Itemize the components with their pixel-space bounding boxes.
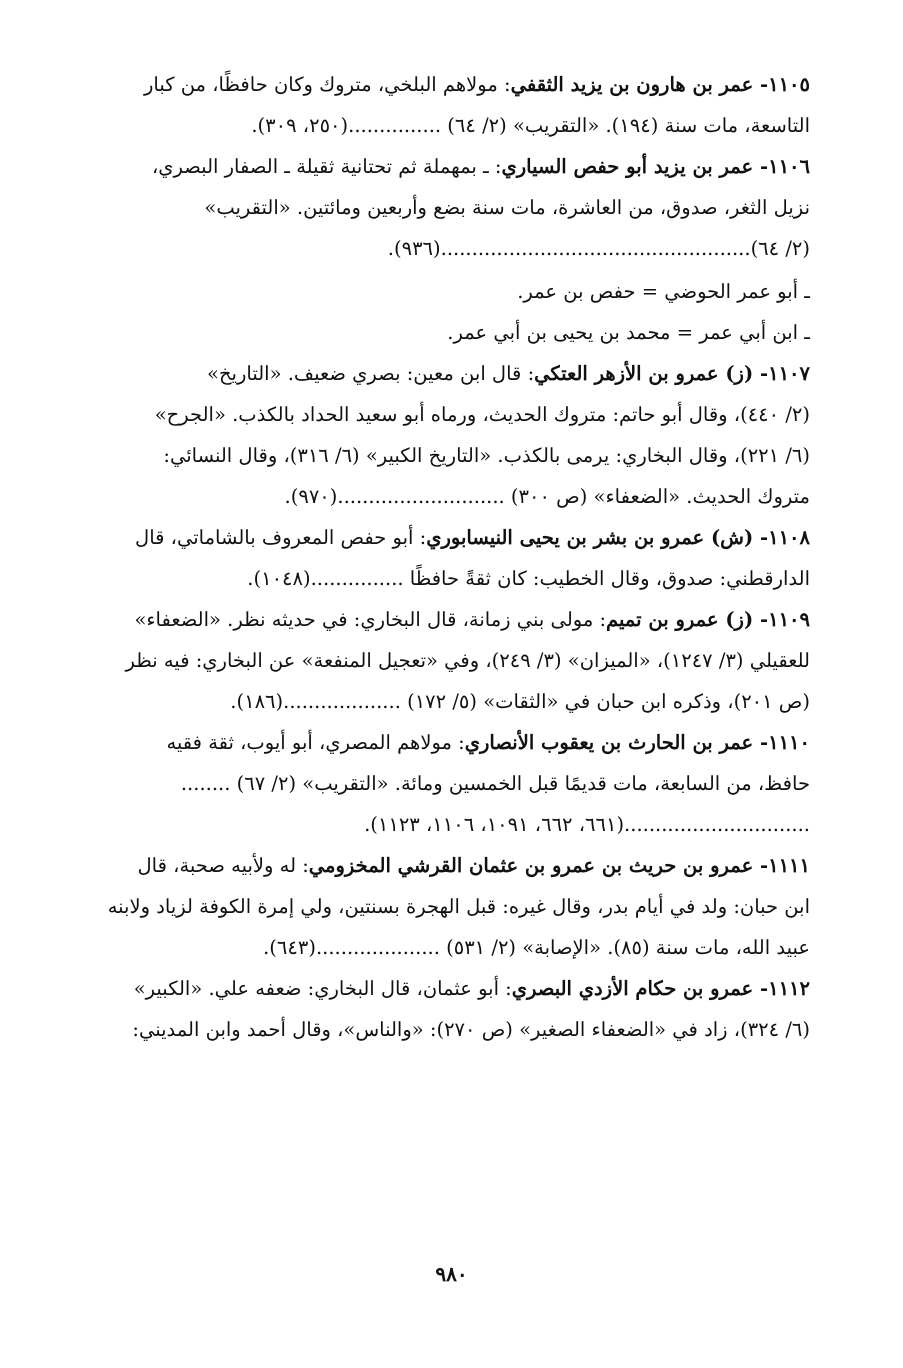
entry-line: نزيل الثغر، صدوق، من العاشرة، مات سنة بضع وأربعين ومائتين. «التقريب» (204, 196, 810, 219)
entry-name: عمر بن الحارث بن يعقوب الأنصاري (464, 731, 754, 754)
entry-1108 (70, 517, 810, 599)
entry-number: ١١٠٧- (753, 362, 810, 385)
entry-line: (٢/ ٤٤٠)، وقال أبو حاتم: متروك الحديث، ورماه أبو سعيد الحداد بالكذب. «الجرح» (154, 403, 810, 426)
entry-line (70, 968, 810, 1009)
entry-line (70, 146, 810, 187)
entry-line: ..............................(٦٦١، ٦٦٢، ١٠٩١، ١١٠٦، ١١٢٣). (364, 813, 810, 836)
entry-line (70, 722, 810, 763)
entry-line: ـ ابن أبي عمر = محمد بن يحيى بن أبي عمر. (447, 321, 810, 344)
entry-text: : أبو عثمان، قال البخاري: ضعفه علي. «الكبير» (133, 977, 512, 1000)
entry-name: عمرو بن حكام الأزدي البصري (511, 977, 754, 1000)
entry-name: عمر بن هارون بن يزيد الثقفي (510, 73, 754, 96)
entry-1106 (70, 146, 810, 269)
entry-1109 (70, 599, 810, 722)
entry-1105 (70, 64, 810, 146)
entry-line: (٦/ ٢٢١)، وقال البخاري: يرمى بالكذب. «التاريخ الكبير» (٦/ ٣١٦)، وقال النسائي: (163, 444, 810, 467)
entry-line: للعقيلي (٣/ ١٢٤٧)، «الميزان» (٣/ ٢٤٩)، وفي «تعجيل المنفعة» عن البخاري: فيه نظر (125, 649, 810, 672)
entry-text: : مولاهم المصري، أبو أيوب، ثقة فقيه (166, 731, 465, 754)
entry-number: ١١٠٥- (753, 73, 810, 96)
cross-reference (70, 312, 810, 353)
entry-number: ١١١٠- (753, 731, 810, 754)
page-body (70, 64, 810, 1050)
entry-line: حافظ، من السابعة، مات قديمًا قبل الخمسين ومائة. «التقريب» (٢/ ٦٧) ........ (180, 772, 810, 795)
entry-name: عمرو بن حريث بن عمرو بن عثمان القرشي المخزومي (308, 854, 754, 877)
entry-name: (ز) عمرو بن تميم (606, 608, 754, 631)
entry-line: متروك الحديث. «الضعفاء» (ص ٣٠٠) ...........................(٩٧٠). (284, 485, 810, 508)
entry-name: عمر بن يزيد أبو حفص السياري (501, 155, 754, 178)
entry-line (70, 517, 810, 558)
entry-text: : مولى بني زمانة، قال البخاري: في حديثه نظر. «الضعفاء» (134, 608, 607, 631)
entry-number: ١١٠٦- (753, 155, 810, 178)
entry-number: ١١٠٨- (753, 526, 810, 549)
entry-1111 (70, 845, 810, 968)
entry-name: (ز) عمرو بن الأزهر العتكي (534, 362, 754, 385)
entry-line: التاسعة، مات سنة (١٩٤). «التقريب» (٢/ ٦٤) ...............(٢٥٠، ٣٠٩). (251, 114, 810, 137)
page-number: ٩٨٠ (435, 1262, 468, 1286)
entry-1107 (70, 353, 810, 517)
entry-number: ١١١٢- (753, 977, 810, 1000)
entry-line: (ص ٢٠١)، وذكره ابن حبان في «الثقات» (٥/ ١٧٢) ...................(١٨٦). (230, 690, 810, 713)
entry-line: (٦/ ٣٢٤)، زاد في «الضعفاء الصغير» (ص ٢٧٠): «والناس»، وقال أحمد وابن المديني: (132, 1018, 810, 1041)
entry-text: : قال ابن معين: بصري ضعيف. «التاريخ» (207, 362, 535, 385)
entry-line: الدارقطني: صدوق، وقال الخطيب: كان ثقةً حافظًا ...............(١٠٤٨). (247, 567, 810, 590)
entry-number: ١١١١- (753, 854, 810, 877)
entry-line (70, 599, 810, 640)
cross-reference (70, 271, 810, 312)
entry-line (70, 64, 810, 105)
entry-text: : مولاهم البلخي، متروك وكان حافظًا، من كبار (143, 73, 511, 96)
entry-number: ١١٠٩- (753, 608, 810, 631)
entry-text: : له ولأبيه صحبة، قال (137, 854, 309, 877)
entry-1112 (70, 968, 810, 1050)
entry-line: (٢/ ٦٤)..................................................(٩٣٦). (387, 237, 810, 260)
entry-name: (ش) عمرو بن بشر بن يحيى النيسابوري (426, 526, 754, 549)
entry-line: ابن حبان: ولد في أيام بدر، وقال غيره: قبل الهجرة بسنتين، ولي إمرة الكوفة لزياد ولابنه (107, 895, 810, 918)
entry-line: عبيد الله، مات سنة (٨٥). «الإصابة» (٢/ ٥٣١) ....................(٦٤٣). (263, 936, 810, 959)
entry-line (70, 353, 810, 394)
entry-line: ـ أبو عمر الحوضي = حفص بن عمر. (517, 280, 810, 303)
entry-1110 (70, 722, 810, 845)
entry-text: : أبو حفص المعروف بالشاماتي، قال (135, 526, 427, 549)
entry-text: : ـ بمهملة ثم تحتانية ثقيلة ـ الصفار البصري، (151, 155, 502, 178)
entry-line (70, 845, 810, 886)
